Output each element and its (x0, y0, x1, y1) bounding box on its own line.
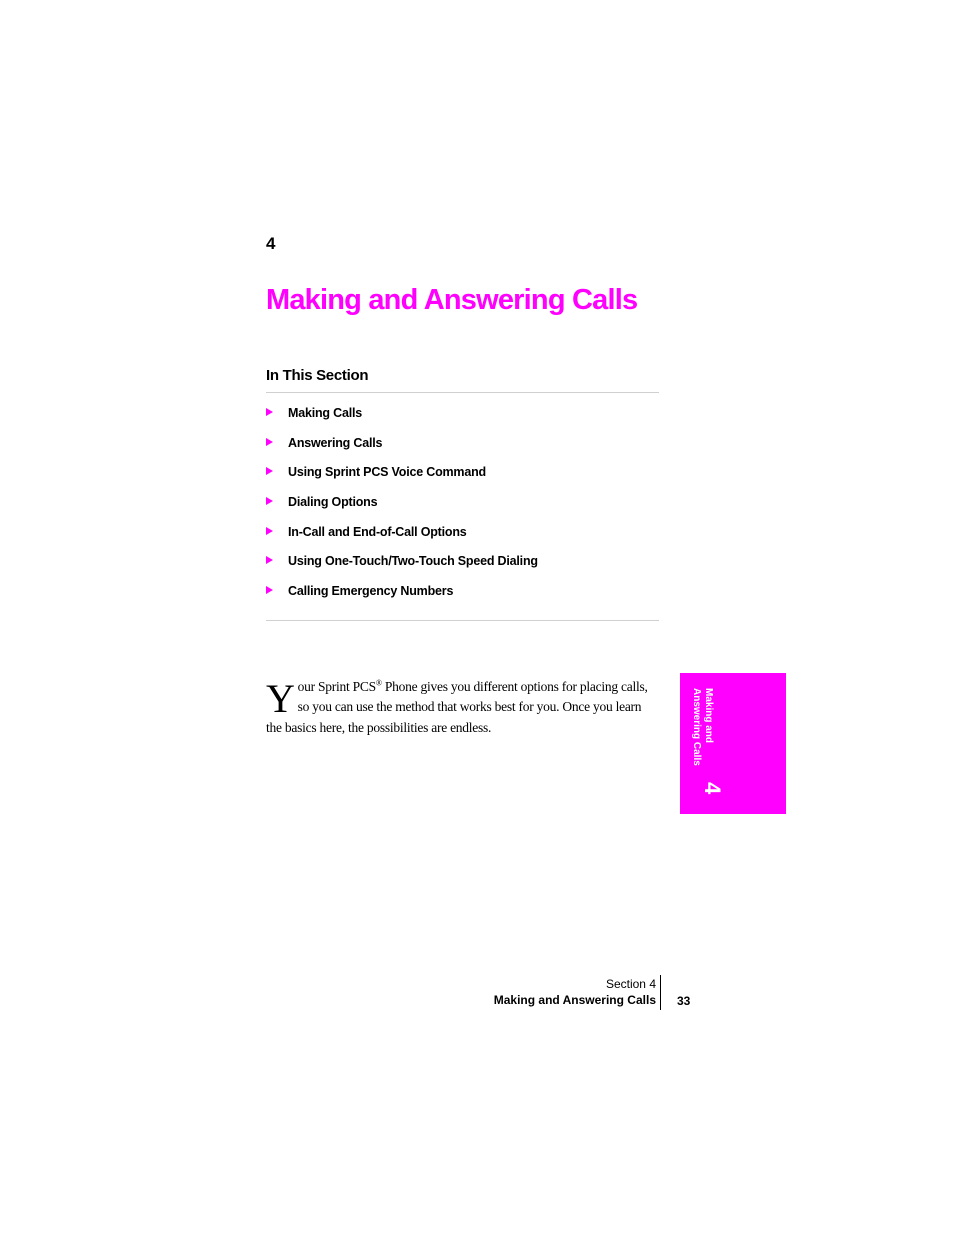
triangle-right-icon (266, 497, 273, 505)
toc-item-label: Answering Calls (288, 435, 383, 450)
toc-item-label: Using Sprint PCS Voice Command (288, 465, 486, 480)
triangle-right-icon (266, 556, 273, 564)
triangle-right-icon (266, 586, 273, 594)
toc-item-making-calls[interactable] (266, 403, 659, 433)
triangle-right-icon (266, 527, 273, 535)
triangle-right-icon (266, 467, 273, 475)
triangle-right-icon (266, 408, 273, 416)
page-number: 33 (677, 994, 691, 1008)
registered-mark: ® (375, 678, 382, 687)
section-top-divider (266, 392, 659, 393)
section-number: 4 (266, 234, 276, 253)
toc-item-label: Making Calls (288, 406, 363, 420)
toc-item-emergency-numbers[interactable] (266, 581, 659, 611)
toc-item-label: Using One-Touch/Two-Touch Speed Dialing (288, 554, 538, 569)
intro-paragraph (266, 677, 659, 739)
footer-chapter-title: Making and Answering Calls (493, 993, 656, 1007)
section-contents-list (266, 403, 659, 611)
in-this-section-heading: In This Section (266, 367, 369, 384)
toc-item-dialing-options[interactable] (266, 492, 659, 522)
side-tab-number: 4 (700, 782, 725, 795)
toc-item-answering-calls[interactable] (266, 433, 659, 463)
toc-item-label: In-Call and End-of-Call Options (288, 524, 467, 539)
footer-section-label: Section 4 (605, 977, 656, 991)
chapter-title: Making and Answering Calls (266, 284, 638, 316)
toc-item-label: Dialing Options (288, 495, 378, 510)
intro-text-rest: Phone gives you different options for placing calls, so you can use the method that works best for you. Once you learn the basics here, the possibilities are endless. (266, 678, 648, 735)
toc-item-speed-dialing[interactable] (266, 551, 659, 581)
toc-item-voice-command[interactable] (266, 462, 659, 492)
intro-text-start: our Sprint PCS (297, 678, 376, 694)
triangle-right-icon (266, 438, 273, 446)
drop-cap: Y (266, 675, 295, 721)
side-tab-label: Making and Answering Calls (691, 688, 714, 766)
section-bottom-divider (266, 620, 659, 621)
toc-item-in-call-options[interactable] (266, 522, 659, 552)
footer-divider (660, 975, 661, 1010)
toc-item-label: Calling Emergency Numbers (288, 584, 454, 599)
